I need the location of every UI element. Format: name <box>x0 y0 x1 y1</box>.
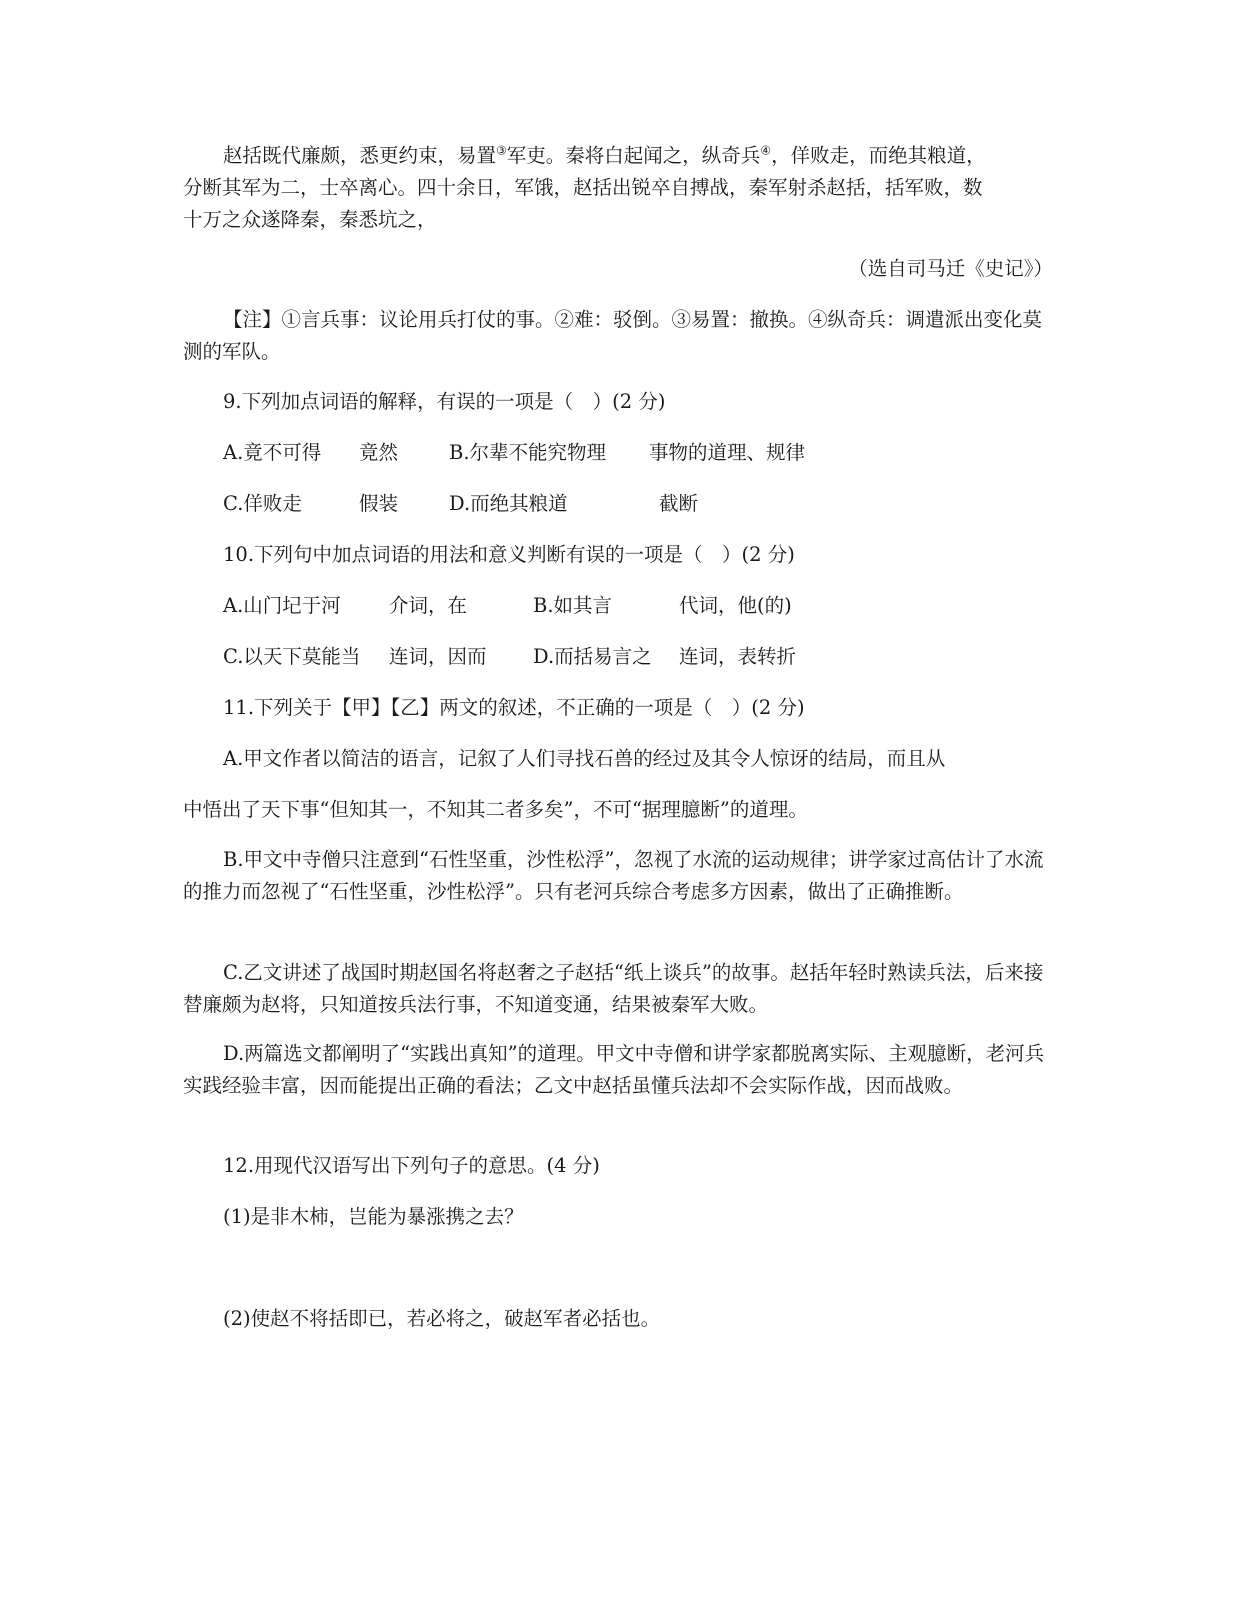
passage-text: 军吏。秦将白起闻之，纵奇兵 <box>506 144 761 167</box>
passage-line-3: 十万之众遂降秦，秦悉坑之， <box>183 208 437 231</box>
q10-option-c: C.以天下莫能当 <box>223 645 361 668</box>
q11-option-c: C.乙文讲述了战国时期赵国名将赵奢之子赵括“纸上谈兵”的故事。赵括年轻时熟读兵法，后来接替廉颇为赵将，只知道按兵法行事，不知道变通，结果被秦军大败。 <box>183 961 1044 1016</box>
q9-stem: 9.下列加点词语的解释，有误的一项是（ ）(2 分) <box>223 390 666 413</box>
q12-sentence-1: (1)是非木柿，岂能为暴涨携之去？ <box>223 1205 524 1228</box>
q9-options-cd <box>223 488 1093 520</box>
passage-text: 赵括既代廉颇，悉更约束，易置 <box>223 144 497 167</box>
note-mark: ④ <box>760 143 772 158</box>
q10-option-d: D.而括易言之 <box>533 645 652 668</box>
passage-source: （选自司马迁《史记》） <box>848 257 1053 280</box>
q9-options-ab <box>223 437 1093 469</box>
notes: 【注】①言兵事：议论用兵打仗的事。②难：驳倒。③易置：撤换。④纵奇兵：调遣派出变化莫测的军队。 <box>183 308 1043 363</box>
q11-option-a-line2: 中悟出了天下事“但知其一，不知其二者多矣”，不可“据理臆断”的道理。 <box>183 798 808 821</box>
q10-option-c-meaning: 连词，因而 <box>389 645 487 668</box>
q11-option-b: B.甲文中寺僧只注意到“石性坚重，沙性松浮”，忽视了水流的运动规律；讲学家过高估计了水流的推力而忽视了“石性坚重，沙性松浮”。只有老河兵综合考虑多方因素，做出了正确推断。 <box>183 848 1044 903</box>
q10-options-cd <box>223 641 1093 673</box>
passage-line-2: 分断其军为二，士卒离心。四十余日，军饿，赵括出锐卒自搏战，秦军射杀赵括，括军败，数 <box>183 176 983 199</box>
note-mark: ③ <box>496 143 507 158</box>
q10-options-ab <box>223 590 1093 622</box>
q10-stem: 10.下列句中加点词语的用法和意义判断有误的一项是（ ）(2 分) <box>223 543 795 566</box>
q9-option-c-meaning: 假装 <box>359 492 399 515</box>
q11-option-a-line1: A.甲文作者以简洁的语言，记叙了人们寻找石兽的经过及其令人惊讶的结局，而且从 <box>223 747 946 770</box>
q9-option-b: B.尔辈不能究物理 <box>449 441 607 464</box>
q9-option-d: D.而绝其粮道 <box>449 492 568 515</box>
q9-option-a: A.竟不可得 <box>223 441 322 464</box>
q11-option-d: D.两篇选文都阐明了“实践出真知”的道理。甲文中寺僧和讲学家都脱离实际、主观臆断，老河兵实践经验丰富，因而能提出正确的看法；乙文中赵括虽懂兵法却不会实际作战，因而战败。 <box>183 1042 1045 1097</box>
q12-stem: 12.用现代汉语写出下列句子的意思。(4 分) <box>223 1154 600 1177</box>
q10-option-a: A.山门圮于河 <box>223 594 341 617</box>
q10-option-b-meaning: 代词，他(的) <box>679 594 792 617</box>
passage-text: ，佯败走，而绝其粮道， <box>771 144 986 167</box>
q9-option-b-meaning: 事物的道理、规律 <box>649 441 806 464</box>
q11-stem: 11.下列关于【甲】【乙】两文的叙述，不正确的一项是（ ）(2 分) <box>223 696 805 719</box>
passage-line-1 <box>183 140 1053 172</box>
q10-option-a-meaning: 介词，在 <box>389 594 468 617</box>
q10-option-b: B.如其言 <box>533 594 613 617</box>
q9-option-c: C.佯败走 <box>223 492 302 515</box>
q12-sentence-2: (2)使赵不将括即已，若必将之，破赵军者必括也。 <box>223 1307 661 1330</box>
q9-option-d-meaning: 截断 <box>659 492 699 515</box>
q9-option-a-meaning: 竟然 <box>359 441 399 464</box>
q10-option-d-meaning: 连词，表转折 <box>679 645 797 668</box>
